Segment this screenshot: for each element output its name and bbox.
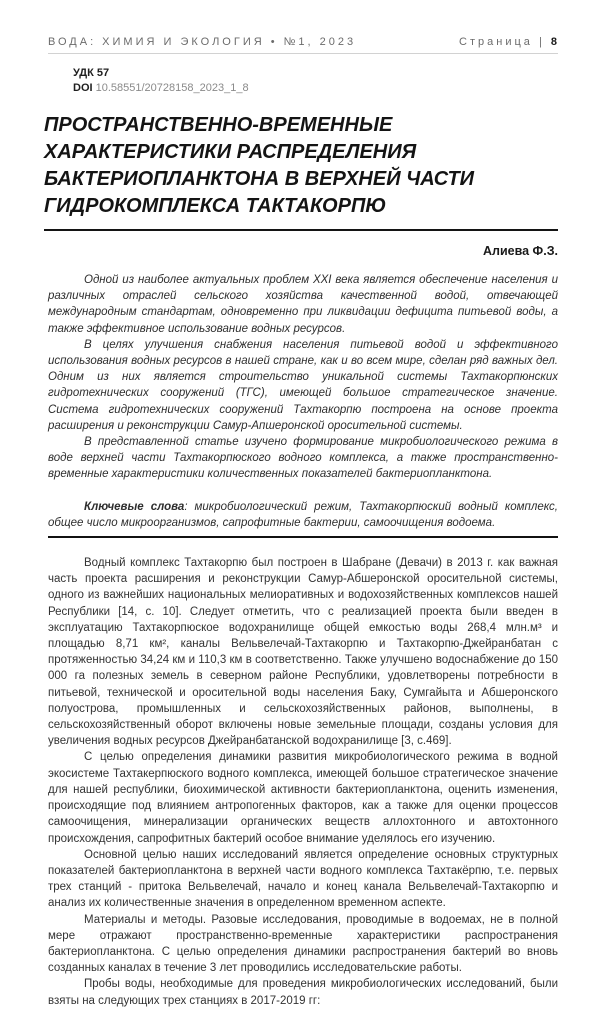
keywords-line [48,499,558,538]
body-paragraph: Материалы и методы. Разовые исследования, проводимые в водоемах, не в полной мере отражают пространственно-временные характеристики распространения бактериопланктона. С целью определения динамики распространения бактерий во вновь созданных каналах в течение 3 лет проводились исследовательские работы. [48,913,558,975]
page-number [459,36,558,48]
author-name: Алиева Ф.З. [483,244,558,258]
abstract-paragraph: Одной из наиболее актуальных проблем XXI века является обеспечение населения и различных отраслей сельского хозяйства качественной водой, отвечающей международным стандартам, одновременно при ликвидации дефицита питьевой воды, а также эффективное использование водных ресурсов. [48,274,558,335]
keywords-label: Ключевые слова [84,500,185,513]
article-title: ПРОСТРАНСТВЕННО-ВРЕМЕННЫЕ ХАРАКТЕРИСТИКИ РАСПРЕДЕЛЕНИЯ БАКТЕРИОПЛАНКТОНА В ВЕРХНЕЙ ЧАСТИ ГИДРОКОМПЛЕКСА ТАКТАКОРПЮ [44,112,558,231]
article-body [48,555,558,1009]
body-paragraph: С целью определения динамики развития микробиологического режима в водной экосистеме Тахтакерпюского водного комплекса, имеющей большое стратегическое значение для нашей республики, биохимической активности бактериопланктона, оценить изменения, происходящие под влиянием антропогенных факторов, как а также для оценки процессов самоочищения, минерализации органических веществ аллохтонного и автохтонного происхождения, сапрофитных бактерий особое внимание уделялось его изучению. [48,751,558,845]
abstract-paragraph: В представленной статье изучено формирование микробиологического режима в воде верхней части Тахтакорпюского водного комплекса, а также пространственно-временные характеристики количественных показателей бактериопланктона. [48,436,558,481]
doi-value: 10.58551/20728158_2023_1_8 [95,82,249,94]
page-header [48,36,558,54]
abstract-paragraph: В целях улучшения снабжения населения питьевой водой и эффективного использования водных ресурсов в нашей стране, как и во всем мире, сделан ряд важных дел. Одним из них является строительство уникальной системы Тахтакорпюнских гидротехнических сооружений (ТГС), имеющей большое стратегическое значение. Система гидротехнических сооружений Тахтакорпю построена на основе проекта расширения и реконструкции Самур-Апшеронской оросительной системы. [48,338,558,432]
body-paragraph: Пробы воды, необходимые для проведения микробиологических исследований, были взяты на следующих трех станциях в 2017-2019 гг: [48,978,558,1007]
page-number-value: 8 [550,36,558,48]
page-number-label: Страница | [459,36,545,48]
doi-line [73,81,558,96]
body-paragraph: Основной целью наших исследований является определение основных структурных показателей бактериопланктона в верхней части водного комплекса Тахтакёрпю, т.е. первых трех станций - притока Вельвелечай, начало и конец канала Вельвелечай-Тахтакорпю и анализ их количественные значения в определенном временном аспекте. [48,848,558,910]
article-meta [73,66,558,96]
body-paragraph: Водный комплекс Тахтакорпю был построен в Шабране (Девачи) в 2013 г. как важная часть проекта расширения и реконструкции Самур-Абшеронской оросительной системы, одного из важнейших национальных мелиоративных и водохозяйственных комплексов нашей Республики [14, с. 10]. Следует отметить, что с реализацией проекта были введен в эксплуатацию Тахтакорпюское водохранилище общей емкостью воды 268,4 млн.м³ и площадью 8,71 км², каналы Вельвелечай-Тахтакорпю и Тахтакорпю-Джейранбатан с протяженностью 34,24 км и 110,3 км в соответственно. Также улучшено водоснабжение до 150 000 га полезных земель в северном районе Республики, удовлетворены потребности в питьевой, технической и оросительной воды населения Баку, Сумгайыта и Абшеронского полуострова, промышленных и сельскохозяйственных районов, выполнены, в сельскохозяйственный оборот включены новые земельные площади, созданы условия для увеличения водных ресурсов Джейранбатанской водохранилище [3, с.469]. [48,557,558,748]
journal-title: ВОДА: ХИМИЯ И ЭКОЛОГИЯ • №1, 2023 [48,36,357,48]
udk-code: УДК 57 [73,67,110,79]
abstract [48,272,558,483]
doi-label: DOI [73,82,93,94]
keywords-text: : микробиологический режим, Тахтакорпюский водный комплекс, общее число микроорганизмов, сапрофитные бактерии, самоочищения водоема. [48,500,559,529]
